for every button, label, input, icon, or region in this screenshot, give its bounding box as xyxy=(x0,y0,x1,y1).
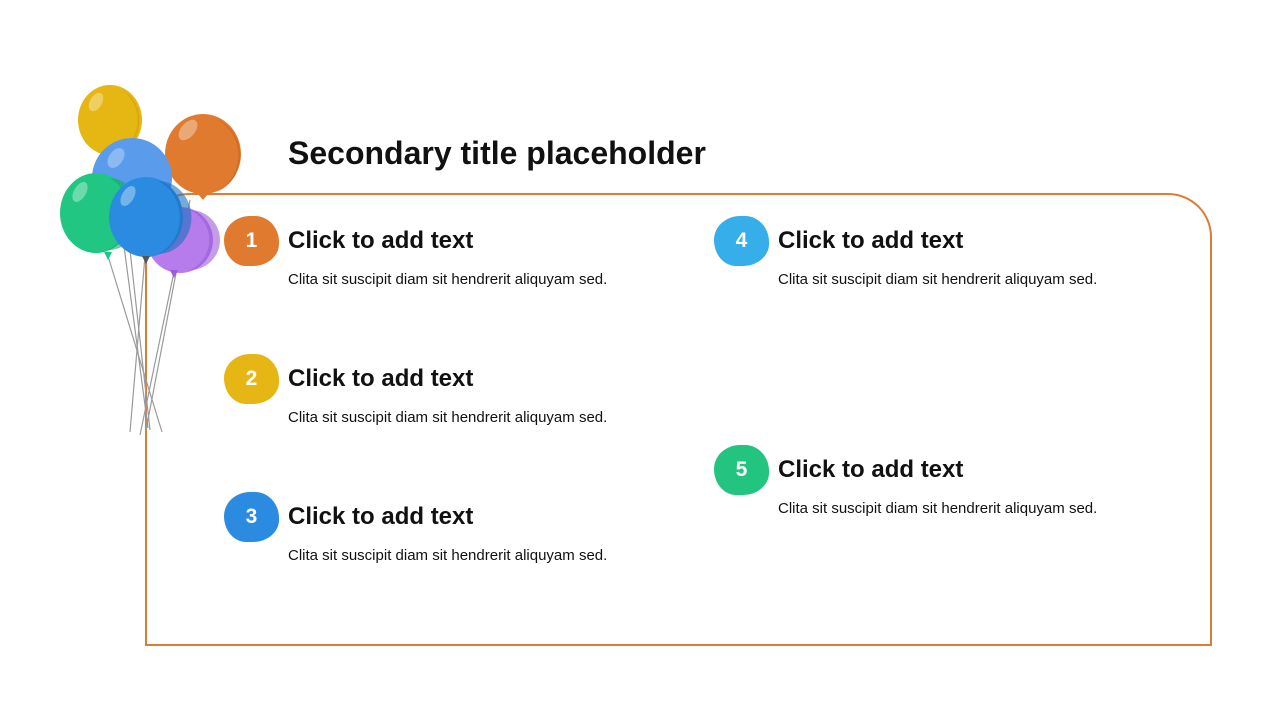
item-body-1[interactable]: Clita sit suscipit diam sit hendrerit aliquyam sed. xyxy=(288,271,608,288)
number-badge-5: 5 xyxy=(714,445,769,495)
item-heading-2[interactable]: Click to add text xyxy=(288,365,474,392)
item-body-5[interactable]: Clita sit suscipit diam sit hendrerit aliquyam sed. xyxy=(778,500,1098,517)
balloons-illustration xyxy=(50,80,250,440)
item-body-2[interactable]: Clita sit suscipit diam sit hendrerit aliquyam sed. xyxy=(288,409,608,426)
item-body-3[interactable]: Clita sit suscipit diam sit hendrerit aliquyam sed. xyxy=(288,547,608,564)
item-heading-1[interactable]: Click to add text xyxy=(288,227,474,254)
list-item-5 xyxy=(714,445,1164,525)
number-badge-2: 2 xyxy=(224,354,279,404)
number-badge-4: 4 xyxy=(714,216,769,266)
list-item-1 xyxy=(224,216,674,296)
item-heading-3[interactable]: Click to add text xyxy=(288,503,474,530)
number-badge-1: 1 xyxy=(224,216,279,266)
item-heading-5[interactable]: Click to add text xyxy=(778,456,964,483)
item-heading-4[interactable]: Click to add text xyxy=(778,227,964,254)
number-badge-3: 3 xyxy=(224,492,279,542)
list-item-3 xyxy=(224,492,674,572)
item-body-4[interactable]: Clita sit suscipit diam sit hendrerit aliquyam sed. xyxy=(778,271,1098,288)
page-title[interactable]: Secondary title placeholder xyxy=(288,135,706,171)
list-item-2 xyxy=(224,354,674,434)
list-item-4 xyxy=(714,216,1164,296)
